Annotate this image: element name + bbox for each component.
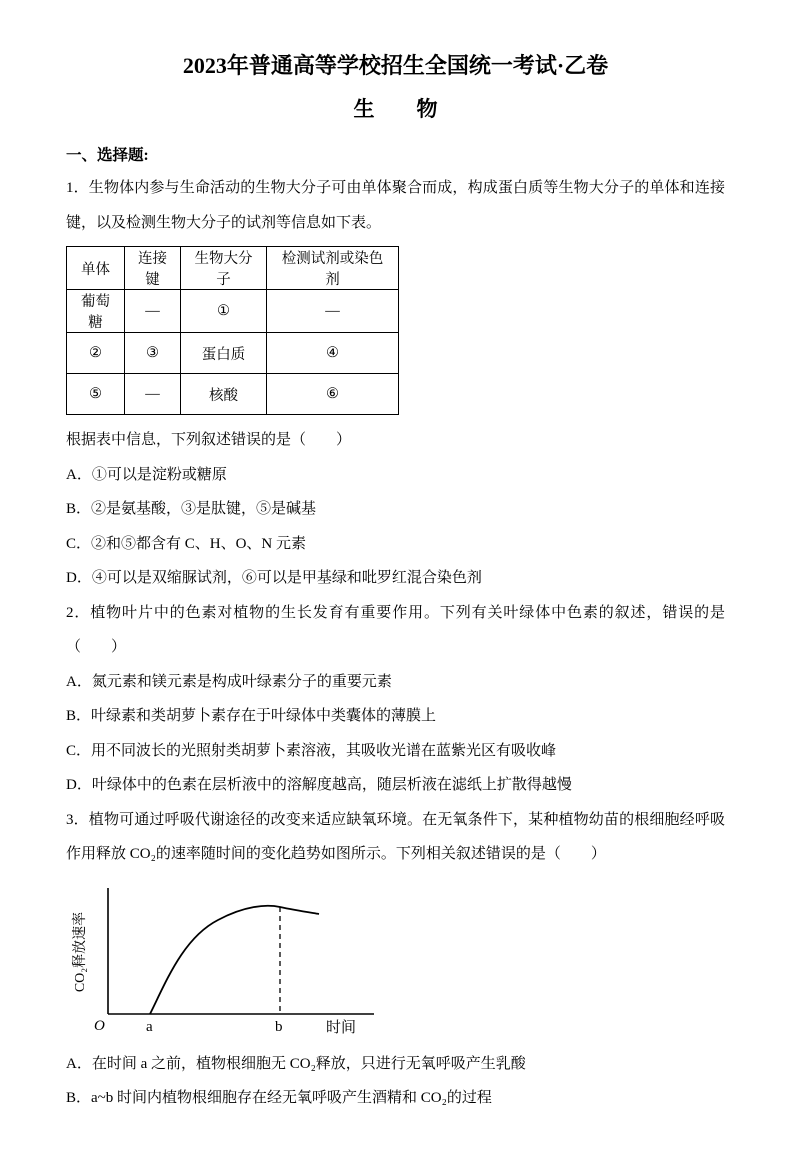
q1-option-b: B．②是氨基酸，③是肽键，⑤是碱基 <box>66 501 317 518</box>
q1-table-row <box>67 290 399 333</box>
table-header-cell: 单体 <box>67 247 125 290</box>
q2-option-b: B．叶绿素和类胡萝卜素存在于叶绿体中类囊体的薄膜上 <box>66 708 437 725</box>
x-tick-a-label: a <box>146 1018 153 1035</box>
q1-option-c: C．②和⑤都含有 C、H、O、N 元素 <box>66 535 307 552</box>
q3-figure <box>68 880 398 1047</box>
table-cell: ④ <box>267 333 399 374</box>
q1-table-row <box>67 333 399 374</box>
table-cell: ② <box>67 333 125 374</box>
table-cell: ③ <box>125 333 181 374</box>
origin-label: O <box>94 1017 105 1034</box>
q1-option-d: D．④可以是双缩脲试剂，⑥可以是甲基绿和吡罗红混合染色剂 <box>66 570 482 587</box>
respiration-rate-curve <box>150 906 319 1014</box>
q3-stem: 3．植物可通过呼吸代谢途径的改变来适应缺氧环境。在无氧条件下，某种植物幼苗的根细胞经呼吸作用释放 CO₂的速率随时间的变化趋势如图所示。下列相关叙述错误的是（ ） <box>66 811 725 863</box>
x-tick-b-label: b <box>275 1018 283 1035</box>
q1-prompt: 根据表中信息，下列叙述错误的是（ ） <box>66 432 352 449</box>
table-header-cell: 检测试剂或染色剂 <box>267 247 399 290</box>
table-cell: — <box>267 290 399 333</box>
table-cell: 蛋白质 <box>181 333 267 374</box>
q2-option-a: A．氮元素和镁元素是构成叶绿素分子的重要元素 <box>66 673 392 690</box>
exam-subject: 生 物 <box>353 96 438 121</box>
y-axis-label: CO₂释放速率 <box>73 911 88 992</box>
table-cell: ⑥ <box>267 374 399 415</box>
q2-option-c: C．用不同波长的光照射类胡萝卜素溶液，其吸收光谱在蓝紫光区有吸收峰 <box>66 742 557 759</box>
table-cell: ⑤ <box>67 374 125 415</box>
q3-option-a: A．在时间 a 之前，植物根细胞无 CO₂释放，只进行无氧呼吸产生乳酸 <box>66 1055 526 1072</box>
q2-option-d: D．叶绿体中的色素在层析液中的溶解度越高，随层析液在滤纸上扩散得越慢 <box>66 777 572 794</box>
exam-title: 2023年普通高等学校招生全国统一考试·乙卷 <box>182 53 609 78</box>
q1-table <box>66 246 399 415</box>
table-cell: — <box>125 290 181 333</box>
co2-release-rate-chart <box>68 880 398 1042</box>
table-cell: — <box>125 374 181 415</box>
table-header-cell: 连接键 <box>125 247 181 290</box>
table-cell: 葡萄糖 <box>67 290 125 333</box>
section-heading: 一、选择题: <box>66 147 149 165</box>
q2-stem: 2．植物叶片中的色素对植物的生长发育有重要作用。下列有关叶绿体中色素的叙述，错误的是（ ） <box>66 604 725 656</box>
table-cell: 核酸 <box>181 374 267 415</box>
table-cell: ① <box>181 290 267 333</box>
q3-option-b: B．a~b 时间内植物根细胞存在经无氧呼吸产生酒精和 CO₂的过程 <box>66 1090 492 1107</box>
q1-option-a: A．①可以是淀粉或糖原 <box>66 466 227 483</box>
x-axis-label: 时间 <box>326 1019 357 1036</box>
q1-table-header-row <box>67 247 399 290</box>
q1-table-row <box>67 374 399 415</box>
table-header-cell: 生物大分子 <box>181 247 267 290</box>
q1-stem: 1．生物体内参与生命活动的生物大分子可由单体聚合而成，构成蛋白质等生物大分子的单体和连接键，以及检测生物大分子的试剂等信息如下表。 <box>66 180 725 231</box>
